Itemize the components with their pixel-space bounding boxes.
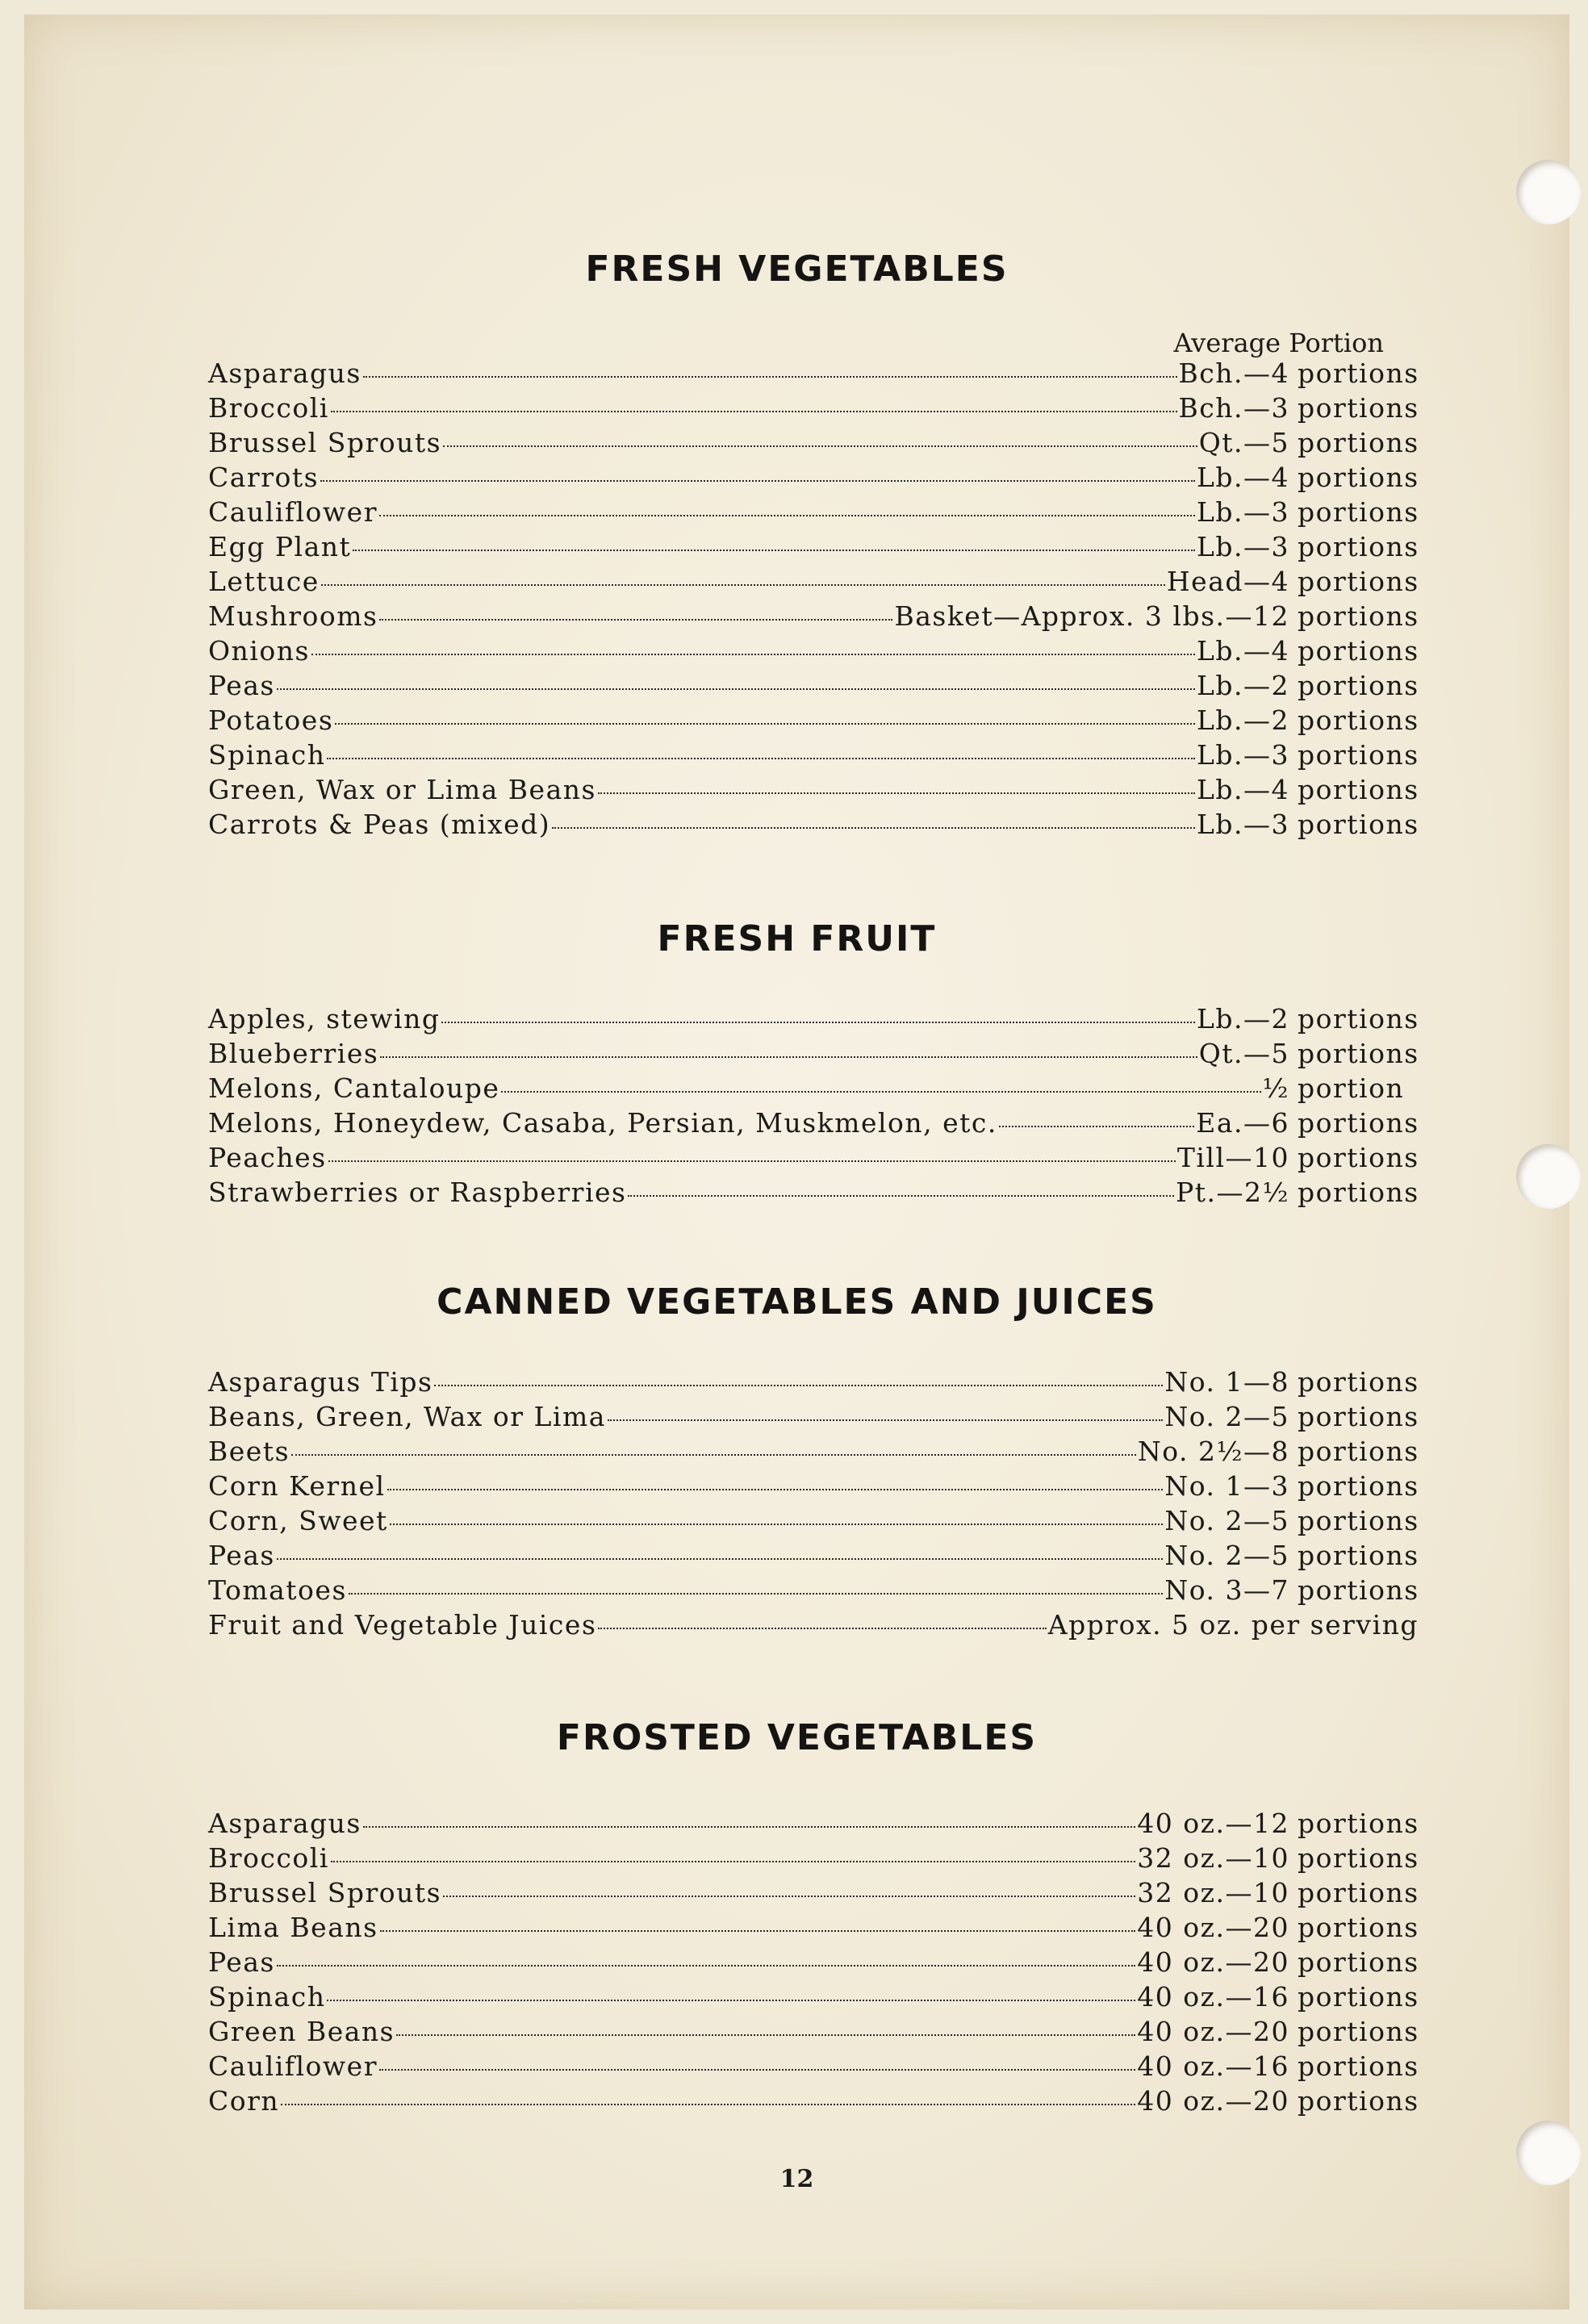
item-name: Peas bbox=[208, 1946, 275, 1978]
dot-leader bbox=[441, 1022, 1194, 1023]
dot-leader bbox=[552, 827, 1195, 829]
list-item bbox=[208, 1038, 1419, 1070]
item-portion-unit: portions bbox=[1298, 392, 1419, 424]
item-amount: 40 oz.—20 bbox=[1137, 2085, 1289, 2117]
list-item bbox=[208, 531, 1419, 563]
list-item bbox=[208, 1574, 1419, 1607]
list-item bbox=[208, 496, 1419, 529]
list-item bbox=[208, 1505, 1419, 1537]
item-name: Spinach bbox=[208, 739, 326, 771]
punch-hole bbox=[1516, 160, 1581, 224]
list-item bbox=[208, 1366, 1419, 1398]
dot-leader bbox=[379, 2069, 1135, 2071]
item-portion-unit: portions bbox=[1298, 1142, 1419, 1173]
list-item bbox=[208, 1142, 1419, 1174]
item-portion-unit: portions bbox=[1298, 1038, 1419, 1069]
item-name: Mushrooms bbox=[208, 600, 378, 632]
item-amount: Qt.—5 bbox=[1198, 427, 1289, 458]
item-amount: 32 oz.—10 bbox=[1137, 1877, 1289, 1908]
item-name: Blueberries bbox=[208, 1038, 379, 1069]
dot-leader bbox=[363, 376, 1177, 378]
dot-leader bbox=[380, 1056, 1197, 1058]
list-item bbox=[208, 1003, 1419, 1035]
item-portion-unit: portions bbox=[1298, 1574, 1419, 1606]
item-amount: 40 oz.—20 bbox=[1137, 1912, 1289, 1943]
item-portion-unit: portions bbox=[1298, 600, 1419, 632]
list-item bbox=[208, 670, 1419, 702]
item-amount: Lb.—4 bbox=[1196, 635, 1289, 667]
list-item bbox=[208, 2085, 1419, 2117]
item-amount: Qt.—5 bbox=[1198, 1038, 1289, 1069]
item-amount: No. 2—5 bbox=[1164, 1540, 1289, 1571]
item-name: Brussel Sprouts bbox=[208, 427, 442, 458]
dot-leader bbox=[999, 1126, 1194, 1127]
dot-leader bbox=[434, 1385, 1163, 1386]
list-item bbox=[208, 357, 1419, 390]
item-amount: No. 2—5 bbox=[1164, 1505, 1289, 1536]
item-portion-unit: portions bbox=[1298, 1981, 1419, 2013]
item-amount: Bch.—4 bbox=[1178, 357, 1289, 389]
item-amount: Bch.—3 bbox=[1178, 392, 1289, 424]
item-portion-unit: portions bbox=[1298, 774, 1419, 805]
list-item bbox=[208, 2050, 1419, 2083]
item-name: Fruit and Vegetable Juices bbox=[208, 1609, 597, 1641]
item-name: Asparagus bbox=[208, 357, 361, 389]
dot-leader bbox=[380, 1930, 1136, 1932]
item-amount: No. 1—3 bbox=[1164, 1470, 1289, 1502]
item-portion-unit: portions bbox=[1298, 1401, 1419, 1432]
item-portion-unit: portions bbox=[1298, 1366, 1419, 1398]
section-title-frosted-vegetables: FROSTED VEGETABLES bbox=[556, 1717, 1038, 1758]
item-portion-unit: portions bbox=[1298, 809, 1419, 840]
item-portion-unit: portions bbox=[1298, 670, 1419, 701]
item-name: Corn bbox=[208, 2085, 280, 2117]
punch-hole bbox=[1516, 1144, 1581, 1209]
item-name: Asparagus Tips bbox=[208, 1366, 433, 1398]
item-name: Corn, Sweet bbox=[208, 1505, 388, 1536]
item-portion-unit: portions bbox=[1298, 1946, 1419, 1978]
dot-leader bbox=[379, 619, 892, 621]
item-amount: Lb.—3 bbox=[1196, 496, 1289, 528]
dot-leader bbox=[328, 1160, 1176, 1162]
item-portion-unit: portions bbox=[1298, 1107, 1419, 1139]
item-amount: Basket—Approx. 3 lbs.—12 bbox=[894, 600, 1289, 632]
item-amount: No. 3—7 bbox=[1164, 1574, 1289, 1606]
item-portion-unit: portions bbox=[1298, 2016, 1419, 2047]
dot-leader bbox=[331, 411, 1177, 412]
item-amount: Lb.—3 bbox=[1196, 531, 1289, 562]
item-amount: 40 oz.—20 bbox=[1137, 1946, 1289, 1978]
item-amount: No. 2—5 bbox=[1164, 1401, 1289, 1432]
dot-leader bbox=[501, 1091, 1260, 1093]
dot-leader bbox=[353, 550, 1195, 551]
item-portion-unit: portion bbox=[1298, 1072, 1405, 1104]
item-amount: Till—10 bbox=[1176, 1142, 1289, 1173]
list-item bbox=[208, 600, 1419, 633]
item-amount: 40 oz.—20 bbox=[1137, 2016, 1289, 2047]
dot-leader bbox=[327, 2000, 1135, 2001]
dot-leader bbox=[628, 1195, 1174, 1197]
item-name: Carrots & Peas (mixed) bbox=[208, 809, 551, 840]
item-amount: 40 oz.—16 bbox=[1137, 1981, 1289, 2013]
item-portion-unit: portions bbox=[1298, 635, 1419, 667]
item-amount: Lb.—4 bbox=[1196, 774, 1289, 805]
item-name: Cauliflower bbox=[208, 2050, 378, 2082]
item-name: Peas bbox=[208, 1540, 275, 1571]
dot-leader bbox=[387, 1489, 1164, 1490]
item-name: Corn Kernel bbox=[208, 1470, 386, 1502]
dot-leader bbox=[379, 515, 1195, 516]
list-item bbox=[208, 739, 1419, 771]
item-portion-unit: portions bbox=[1298, 1540, 1419, 1571]
item-amount: 32 oz.—10 bbox=[1137, 1842, 1289, 1874]
list-item bbox=[208, 1946, 1419, 1979]
list-item bbox=[208, 2016, 1419, 2048]
item-name: Egg Plant bbox=[208, 531, 352, 562]
item-name: Carrots bbox=[208, 462, 320, 493]
item-portion-unit: portions bbox=[1298, 1808, 1419, 1839]
dot-leader bbox=[281, 2104, 1135, 2105]
list-item bbox=[208, 1072, 1419, 1105]
list-item bbox=[208, 1877, 1419, 1909]
item-name: Lettuce bbox=[208, 566, 320, 597]
item-amount: Lb.—3 bbox=[1196, 809, 1289, 840]
item-name: Broccoli bbox=[208, 1842, 329, 1874]
dot-leader bbox=[598, 792, 1195, 794]
item-name: Tomatoes bbox=[208, 1574, 347, 1606]
item-portion-unit: portions bbox=[1298, 427, 1419, 458]
item-name: Spinach bbox=[208, 1981, 326, 2013]
item-amount: Lb.—3 bbox=[1196, 739, 1289, 771]
dot-leader bbox=[277, 688, 1195, 690]
item-amount: 40 oz.—12 bbox=[1137, 1808, 1289, 1839]
item-portion-unit: portions bbox=[1298, 566, 1419, 597]
item-name: Green, Wax or Lima Beans bbox=[208, 774, 596, 805]
item-portion-unit: portions bbox=[1298, 1470, 1419, 1502]
item-amount: Pt.—2½ bbox=[1176, 1177, 1289, 1208]
dot-leader bbox=[608, 1419, 1163, 1421]
dot-leader bbox=[390, 1524, 1164, 1525]
list-item bbox=[208, 1436, 1419, 1468]
dot-leader bbox=[291, 1454, 1136, 1456]
list-item bbox=[208, 392, 1419, 424]
item-name: Lima Beans bbox=[208, 1912, 378, 1943]
item-name: Melons, Cantaloupe bbox=[208, 1072, 500, 1104]
item-portion-unit: portions bbox=[1298, 1505, 1419, 1536]
item-amount: 40 oz.—16 bbox=[1137, 2050, 1289, 2082]
item-portion-unit: portions bbox=[1298, 1003, 1419, 1035]
item-portion-unit: portions bbox=[1298, 704, 1419, 736]
dot-leader bbox=[443, 1896, 1135, 1897]
dot-leader bbox=[349, 1593, 1163, 1595]
section-title-fresh-fruit: FRESH FRUIT bbox=[657, 918, 937, 959]
item-name: Peaches bbox=[208, 1142, 327, 1173]
list-item bbox=[208, 704, 1419, 737]
item-portion-unit: portions bbox=[1298, 1177, 1419, 1208]
item-amount: No. 1—8 bbox=[1164, 1366, 1289, 1398]
item-amount: Ea.—6 bbox=[1196, 1107, 1289, 1139]
page-number: 12 bbox=[779, 2165, 814, 2193]
dot-leader bbox=[363, 1826, 1135, 1828]
list-item bbox=[208, 1912, 1419, 1944]
item-name: Cauliflower bbox=[208, 496, 378, 528]
item-name: Strawberries or Raspberries bbox=[208, 1177, 627, 1208]
item-name: Peas bbox=[208, 670, 275, 701]
list-item bbox=[208, 809, 1419, 841]
list-item bbox=[208, 1470, 1419, 1503]
item-name: Asparagus bbox=[208, 1808, 361, 1839]
section-title-canned-vegetables: CANNED VEGETABLES AND JUICES bbox=[437, 1281, 1157, 1323]
average-portion-header: Average Portion bbox=[1173, 328, 1384, 358]
dot-leader bbox=[321, 584, 1165, 586]
item-name: Brussel Sprouts bbox=[208, 1877, 442, 1908]
item-amount: Head—4 bbox=[1166, 566, 1289, 597]
list-item bbox=[208, 1609, 1419, 1641]
item-amount: Lb.—4 bbox=[1196, 462, 1289, 493]
dot-leader bbox=[277, 1965, 1135, 1967]
item-amount: Lb.—2 bbox=[1196, 670, 1289, 701]
document-page bbox=[24, 15, 1569, 2309]
dot-leader bbox=[443, 445, 1197, 447]
item-portion-unit: portions bbox=[1298, 531, 1419, 562]
list-item bbox=[208, 1540, 1419, 1572]
list-item bbox=[208, 1107, 1419, 1139]
list-item bbox=[208, 635, 1419, 667]
list-item bbox=[208, 1401, 1419, 1433]
item-amount: Lb.—2 bbox=[1196, 1003, 1289, 1035]
list-item bbox=[208, 1842, 1419, 1875]
list-item bbox=[208, 1981, 1419, 2013]
list-item bbox=[208, 462, 1419, 494]
list-item bbox=[208, 427, 1419, 459]
list-item bbox=[208, 774, 1419, 806]
item-amount: Approx. 5 oz. per serving bbox=[1047, 1609, 1419, 1641]
dot-leader bbox=[598, 1628, 1046, 1629]
item-name: Melons, Honeydew, Casaba, Persian, Muskmelon, etc. bbox=[208, 1107, 997, 1139]
dot-leader bbox=[327, 758, 1195, 759]
list-item bbox=[208, 1808, 1419, 1840]
item-amount: No. 2½—8 bbox=[1137, 1436, 1289, 1467]
item-portion-unit: portions bbox=[1298, 462, 1419, 493]
dot-leader bbox=[335, 723, 1195, 725]
item-portion-unit: portions bbox=[1298, 496, 1419, 528]
item-portion-unit: portions bbox=[1298, 1842, 1419, 1874]
list-item bbox=[208, 566, 1419, 598]
item-name: Broccoli bbox=[208, 392, 329, 424]
item-name: Green Beans bbox=[208, 2016, 395, 2047]
item-portion-unit: portions bbox=[1298, 1436, 1419, 1467]
section-title-fresh-vegetables: FRESH VEGETABLES bbox=[585, 249, 1009, 290]
item-amount: Lb.—2 bbox=[1196, 704, 1289, 736]
item-portion-unit: portions bbox=[1298, 357, 1419, 389]
item-portion-unit: portions bbox=[1298, 2050, 1419, 2082]
item-portion-unit: portions bbox=[1298, 2085, 1419, 2117]
item-name: Beans, Green, Wax or Lima bbox=[208, 1401, 606, 1432]
list-item bbox=[208, 1177, 1419, 1209]
item-portion-unit: portions bbox=[1298, 1912, 1419, 1943]
dot-leader bbox=[396, 2034, 1135, 2036]
item-name: Beets bbox=[208, 1436, 290, 1467]
dot-leader bbox=[320, 480, 1195, 482]
item-name: Onions bbox=[208, 635, 310, 667]
item-portion-unit: portions bbox=[1298, 739, 1419, 771]
item-name: Apples, stewing bbox=[208, 1003, 441, 1035]
dot-leader bbox=[311, 654, 1195, 655]
item-portion-unit: portions bbox=[1298, 1877, 1419, 1908]
item-name: Potatoes bbox=[208, 704, 334, 736]
item-amount: ½ bbox=[1262, 1072, 1289, 1104]
dot-leader bbox=[277, 1558, 1163, 1560]
dot-leader bbox=[331, 1861, 1135, 1862]
